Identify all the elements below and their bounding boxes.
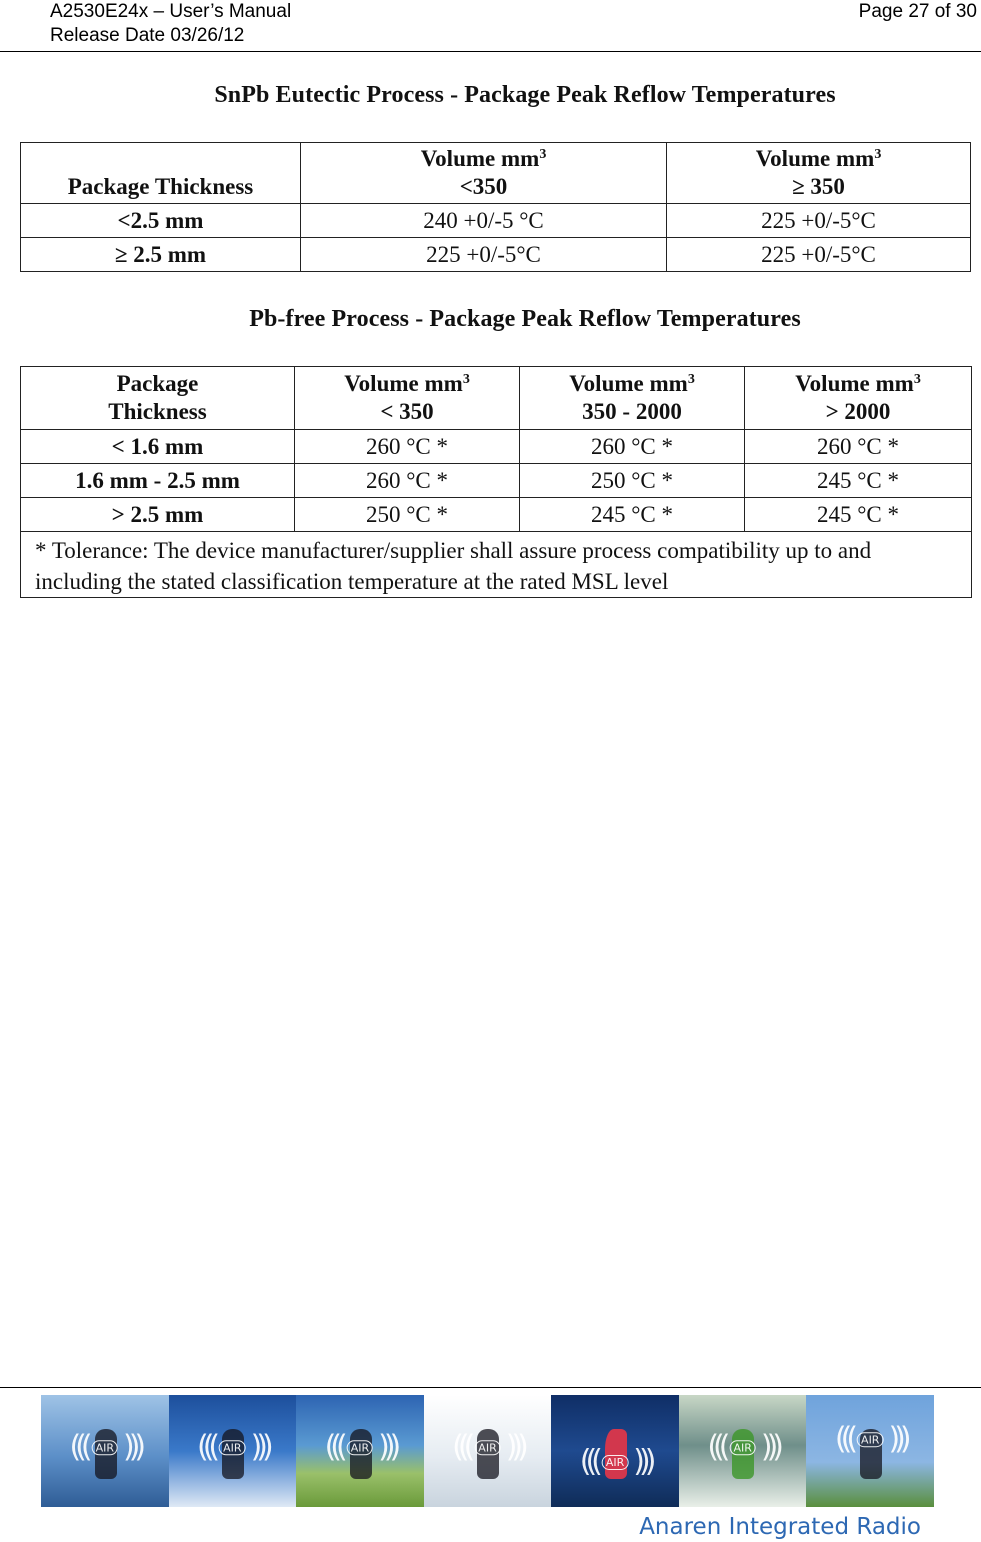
banner-photo-cyclist	[296, 1395, 424, 1507]
radio-waves-icon: ((( AIR )))	[707, 1429, 779, 1465]
air-badge: AIR	[347, 1440, 373, 1455]
table-cell: 260 °C *	[520, 430, 745, 464]
radio-waves-icon: ((( AIR )))	[69, 1429, 141, 1465]
air-badge: AIR	[474, 1440, 500, 1455]
radio-waves-icon: ((( AIR )))	[834, 1421, 906, 1457]
table-cell: 260 °C *	[295, 464, 520, 498]
air-badge: AIR	[602, 1455, 628, 1470]
row-thickness: < 1.6 mm	[21, 430, 295, 464]
column-header-volume-lt-350: Volume $mm^3$ <350	[301, 143, 667, 204]
table-header-row	[21, 367, 972, 430]
table-cell: 225 +0/-5°C	[667, 204, 971, 238]
table-cell: 245 °C *	[745, 464, 972, 498]
document-header	[50, 0, 291, 48]
radio-waves-icon: ((( AIR )))	[324, 1429, 396, 1465]
table-row	[21, 464, 972, 498]
air-badge: AIR	[729, 1440, 755, 1455]
banner-photo-kayaker	[679, 1395, 807, 1507]
column-header-package-thickness: Package Thickness	[21, 143, 301, 204]
header-divider	[0, 51, 981, 52]
air-badge: AIR	[857, 1432, 883, 1447]
air-badge: AIR	[92, 1440, 118, 1455]
table-note-row	[21, 532, 972, 598]
table-cell: 225 +0/-5°C	[301, 238, 667, 272]
brand-tagline: Anaren Integrated Radio	[639, 1514, 921, 1540]
column-header-volume-gt-2000: Volume $mm^3$ > 2000	[745, 367, 972, 430]
table-row	[21, 498, 972, 532]
banner-photo-windsurfer	[551, 1395, 679, 1507]
table-cell: 250 °C *	[520, 464, 745, 498]
banner-photo-snowboarder	[424, 1395, 552, 1507]
pbfree-table-title: Pb-free Process - Package Peak Reflow Temperatures	[249, 306, 801, 332]
column-header-volume-lt-350: Volume $mm^3$ < 350	[295, 367, 520, 430]
column-header-volume-350-2000: Volume $mm^3$ 350 - 2000	[520, 367, 745, 430]
row-thickness: <2.5 mm	[21, 204, 301, 238]
table-row	[21, 204, 971, 238]
row-thickness: > 2.5 mm	[21, 498, 295, 532]
row-thickness: 1.6 mm - 2.5 mm	[21, 464, 295, 498]
radio-waves-icon: ((( AIR )))	[197, 1429, 268, 1465]
page-number: Page 27 of 30	[858, 1, 977, 22]
row-thickness: ≥ 2.5 mm	[21, 238, 301, 272]
banner-photo-skier	[169, 1395, 297, 1507]
table-row	[21, 430, 972, 464]
document-title: A2530E24x – User’s Manual	[50, 1, 292, 22]
table-row	[21, 238, 971, 272]
air-badge: AIR	[219, 1440, 245, 1455]
table-cell: 260 °C *	[745, 430, 972, 464]
tolerance-note: * Tolerance: The device manufacturer/supplier shall assure process compatibility up to and including the stated classification temperature at the rated MSL level	[21, 532, 972, 598]
radio-waves-icon: ((( AIR )))	[452, 1429, 523, 1465]
footer-divider	[0, 1387, 981, 1388]
footer-banner	[41, 1395, 934, 1507]
banner-photo-skater	[41, 1395, 169, 1507]
table-cell: 245 °C *	[745, 498, 972, 532]
table-cell: 260 °C *	[295, 430, 520, 464]
release-date: Release Date 03/26/12	[50, 25, 245, 46]
table-header-row	[21, 143, 971, 204]
table-cell: 245 °C *	[520, 498, 745, 532]
snpb-reflow-table	[20, 142, 971, 272]
snpb-table-title: SnPb Eutectic Process - Package Peak Reflow Temperatures	[214, 82, 836, 108]
column-header-volume-ge-350: Volume $mm^3$ ≥ 350	[667, 143, 971, 204]
pbfree-reflow-table	[20, 366, 972, 598]
radio-waves-icon: ((( AIR )))	[579, 1444, 651, 1479]
table-cell: 250 °C *	[295, 498, 520, 532]
table-cell: 240 +0/-5 °C	[301, 204, 667, 238]
table-cell: 225 +0/-5°C	[667, 238, 971, 272]
column-header-package-thickness: Package Thickness	[21, 367, 295, 430]
banner-photo-jumper	[806, 1395, 934, 1507]
